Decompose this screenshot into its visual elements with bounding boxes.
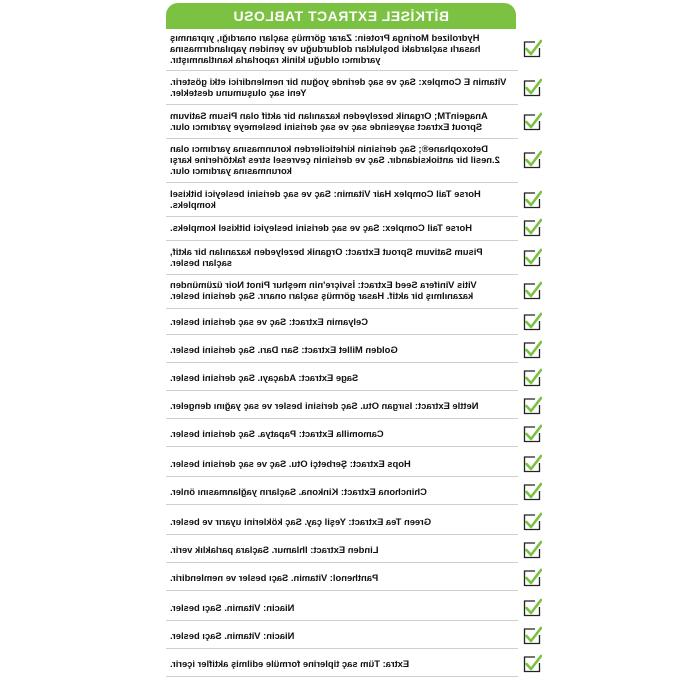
item-text: Horse Tail Complex Hair Vitamin: Saç ve saç derisini besleyici bitkisel kompleks. [170, 188, 481, 210]
checkmark-icon [522, 112, 542, 132]
item-text: Golden Millet Extract: Sarı Darı. Saç derisini besler. [170, 343, 398, 355]
row-divider [166, 70, 518, 71]
checkmark-icon [522, 218, 542, 238]
row-divider [166, 590, 518, 591]
row-divider [166, 620, 518, 621]
checkmark-icon [522, 312, 542, 332]
item-text: Linden Extract: Ihlamur. Saçlara parlaklık verir. [170, 543, 379, 555]
item-text: Nettle Extract: Isırgan Otu. Saç derisini besler ve saç yağını dengeler. [170, 399, 479, 411]
checkmark-icon [522, 190, 542, 210]
row-divider [166, 308, 518, 309]
row-divider [166, 390, 518, 391]
table-header [166, 3, 516, 29]
row-divider [166, 362, 518, 363]
list-item [166, 217, 546, 239]
item-text: Celyamin Extract: Saç ve saç derisini besler. [170, 315, 369, 327]
row-divider [166, 504, 518, 505]
item-text: Pisum Sativum Sprout Extract: Organik bezelyeden kazanılan bir aktif, saçları besler. [170, 246, 483, 268]
row-divider [166, 562, 518, 563]
list-item [166, 625, 546, 647]
row-divider [166, 182, 518, 183]
row-divider [166, 648, 518, 649]
row-divider [166, 676, 518, 677]
list-item [166, 243, 546, 273]
checkmark-icon [522, 340, 542, 360]
row-divider [166, 418, 518, 419]
checkmark-icon [522, 482, 542, 502]
item-text: Vitis Vinifera Seed Extract: İsviçre'nin meşhur Pinot Noir üzümünden kazanılmış bir aktif. Hasar görmüş saçları onarır. Saç derisini besler. [170, 279, 477, 301]
list-item [166, 29, 546, 69]
checkmark-icon [522, 396, 542, 416]
checkmark-icon [522, 598, 542, 618]
list-item [166, 367, 546, 389]
row-divider [166, 334, 518, 335]
list-item [166, 511, 546, 533]
checkmark-icon [522, 78, 542, 98]
table-title: BİTKİSEL EXTRACT TABLOSU [232, 8, 450, 24]
checkmark-icon [522, 512, 542, 532]
item-text: Detoxophane®; Saç derisinin kirleticilerden korunmasına yardımcı olan 2.nesil bir antioksidandır. Saç ve derisinin çevresel stres faktörlerine karşı korunmasına yardımcı olur. [170, 142, 500, 176]
checkmark-icon [522, 424, 542, 444]
row-divider [166, 534, 518, 535]
checkmark-icon [522, 654, 542, 674]
list-item [166, 567, 546, 589]
item-text: Panthenol: Vitamin. Saçı besler ve nemlendirir. [170, 571, 379, 583]
row-divider [166, 104, 518, 105]
list-item [166, 275, 546, 307]
checkmark-icon [522, 568, 542, 588]
item-text: Green Tea Extract: Yeşil çay. Saç köklerini uyarır ve besler. [170, 515, 432, 527]
checkmark-icon [522, 39, 542, 59]
item-text: Chinchona Extract: Kinkona. Saçların yağlanmasını önler. [170, 485, 427, 497]
list-item [166, 423, 546, 445]
list-item [166, 597, 546, 619]
checkmark-icon [522, 454, 542, 474]
list-item [166, 453, 546, 475]
list-item [166, 73, 546, 103]
item-text: Niacin: Vitamin. Saçı besler. [170, 629, 295, 641]
list-item [166, 395, 546, 417]
list-item [166, 139, 546, 181]
list-item [166, 107, 546, 137]
item-text: Camomilla Extract: Papatya. Saç derisini besler. [170, 427, 384, 439]
list-item [166, 481, 546, 503]
checkmark-icon [522, 150, 542, 170]
row-divider [166, 240, 518, 241]
item-text: Horse Tail Complex: Saç ve saç derisini besleyici bitkisel kompleks. [170, 221, 473, 233]
list-item [166, 653, 546, 675]
item-text: Niacin: Vitamin. Saçı besler. [170, 601, 295, 613]
list-item [166, 311, 546, 333]
list-item [166, 539, 546, 561]
list-item [166, 185, 546, 215]
row-divider [166, 476, 518, 477]
item-text: Hydrolized Moringa Protein: Zarar görmüş saçları onardığı, yıpranmış hasarlı saçlardaki boşlukları doldurduğu ve yeniden yapılandırmasına yardımcı olduğu klinik raporlarla kanıtlanmıştır. [170, 31, 481, 65]
checkmark-icon [522, 626, 542, 646]
list-item [166, 339, 546, 361]
checkmark-icon [522, 248, 542, 268]
checkmark-icon [522, 368, 542, 388]
row-divider [166, 446, 518, 447]
checkmark-icon [522, 281, 542, 301]
item-text: AnageinTM; Organik bezelyeden kazanılan bir aktif olan Pisum Sativum Sprout Extract sayesinde saç ve saç derisini beslemeye yardımcı olur. [170, 110, 488, 132]
checkmark-icon [522, 540, 542, 560]
item-text: Extra: Tüm saç tiplerine formüle edilmiş aktifler içerir. [170, 657, 410, 669]
item-text: Vitamin E Complex: Saç ve saç derinde yoğun bir nemlendirici etki gösterir. Yeni saç oluşumunu destekler. [170, 76, 507, 98]
item-text: Hops Extract: Şerbetçi Otu. Saç ve saç derisini besler. [170, 457, 411, 469]
item-text: Sage Extract: Adaçayı. Saç derisini besler. [170, 371, 359, 383]
